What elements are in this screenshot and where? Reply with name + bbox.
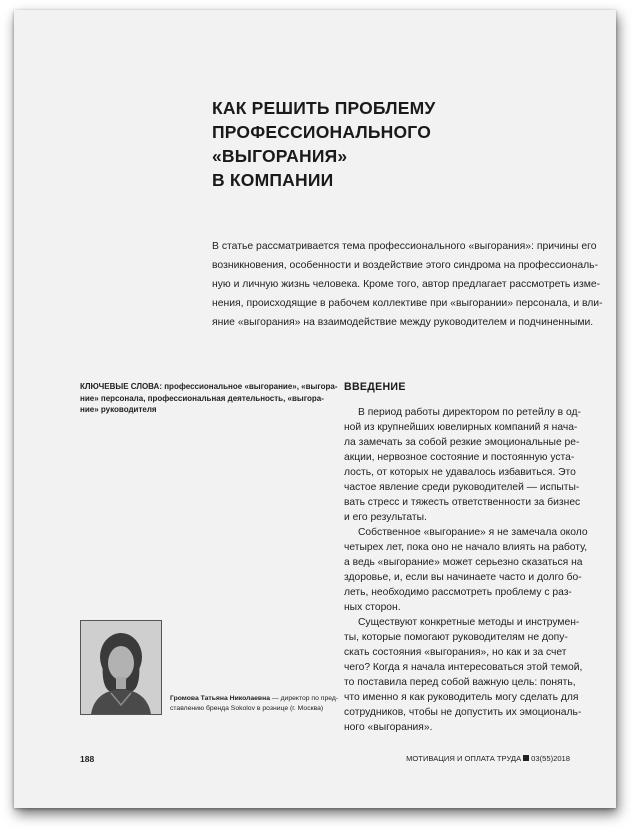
abstract-line: ную и личную жизнь человека. Кроме того, автор предлагает рассмотреть изме- (212, 279, 601, 290)
body-line: а ведь «выгорание» может серьезно сказаться на (344, 557, 583, 568)
body-line: вать стресс и тяжесть ответственности за бизнес (344, 497, 581, 508)
title-line: КАК РЕШИТЬ ПРОБЛЕМУ (212, 98, 436, 118)
author-name: Громова Татьяна Николаевна (170, 695, 270, 702)
body-line: Существуют конкретные методы и инструмен- (358, 617, 580, 628)
abstract-line: яние «выгорания» на взаимодействие между руководителем и подчиненными. (212, 317, 594, 328)
journal-footer (406, 754, 570, 763)
title-line: В КОМПАНИИ (212, 170, 334, 190)
body-line: сотрудников, чтобы не допустить их эмоциональ- (344, 707, 582, 718)
abstract-line: В статье рассматривается тема профессионального «выгорания»: причины его (212, 241, 597, 252)
keywords-line: ние» руководителя (80, 405, 157, 414)
author-role: — директор по пред- (270, 695, 339, 702)
author-caption (170, 694, 350, 714)
author-caption-line-1 (170, 694, 350, 704)
body-line: ных сторон. (344, 602, 401, 613)
article-body (344, 405, 594, 735)
section-heading: ВВЕДЕНИЕ (344, 381, 406, 393)
body-line: скать состояния «выгорания», но как и за счет (344, 647, 567, 658)
body-line: леть, необходимо рассмотреть проблему с раз- (344, 587, 572, 598)
keywords-block (80, 381, 338, 416)
author-caption-line-2: ставлению бренда Sokolov в рознице (г. Москва) (170, 705, 324, 712)
body-line: В период работы директором по ретейлу в од- (358, 407, 581, 418)
body-line: ного «выгорания». (344, 722, 433, 733)
author-portrait-image (81, 621, 161, 714)
body-line: акции, нервозное состояние и постоянную уста- (344, 452, 575, 463)
journal-issue: 03(55)2018 (531, 754, 570, 763)
abstract-line: возникновения, особенности и воздействие этого синдрома на профессиональ- (212, 260, 599, 271)
body-line: то поставила перед собой важную цель: понять, (344, 677, 576, 688)
article-abstract (212, 237, 603, 332)
body-line: ты, которые помогают руководителям не допу- (344, 632, 568, 643)
journal-name: МОТИВАЦИЯ И ОПЛАТА ТРУДА (406, 754, 522, 763)
magazine-page (14, 10, 616, 808)
body-line: чего? Когда я начала интересоваться этой темой, (344, 662, 583, 673)
body-line: что именно я как руководитель могу сделать для (344, 692, 579, 703)
body-line: четырех лет, пока оно не начало влиять на работу, (344, 542, 588, 553)
abstract-line: нения, происходящие в рабочем коллективе при «выгорании» персонала, и вли- (212, 298, 603, 309)
article-title (212, 96, 552, 192)
body-line: и его результаты. (344, 512, 427, 523)
body-line: ной из крупнейших ювелирных компаний я нача- (344, 422, 578, 433)
author-photo (80, 620, 162, 715)
page-number: 188 (80, 754, 95, 764)
body-line: Собственное «выгорание» я не замечала около (358, 527, 588, 538)
body-line: лость, от которых не удавалось избавиться. Это (344, 467, 576, 478)
body-line: ла замечать за собой резкие эмоциональные ре- (344, 437, 580, 448)
square-bullet-icon (523, 755, 529, 761)
keywords-line: КЛЮЧЕВЫЕ СЛОВА: профессиональное «выгорание», «выгора- (80, 382, 338, 391)
title-line: ПРОФЕССИОНАЛЬНОГО «ВЫГОРАНИЯ» (212, 122, 432, 166)
body-line: здоровье, и, если вы начинаете часто и долго бо- (344, 572, 582, 583)
body-line: частое явление среди руководителей — испыты- (344, 482, 580, 493)
keywords-line: ние» персонала, профессиональная деятельность, «выгора- (80, 393, 324, 403)
